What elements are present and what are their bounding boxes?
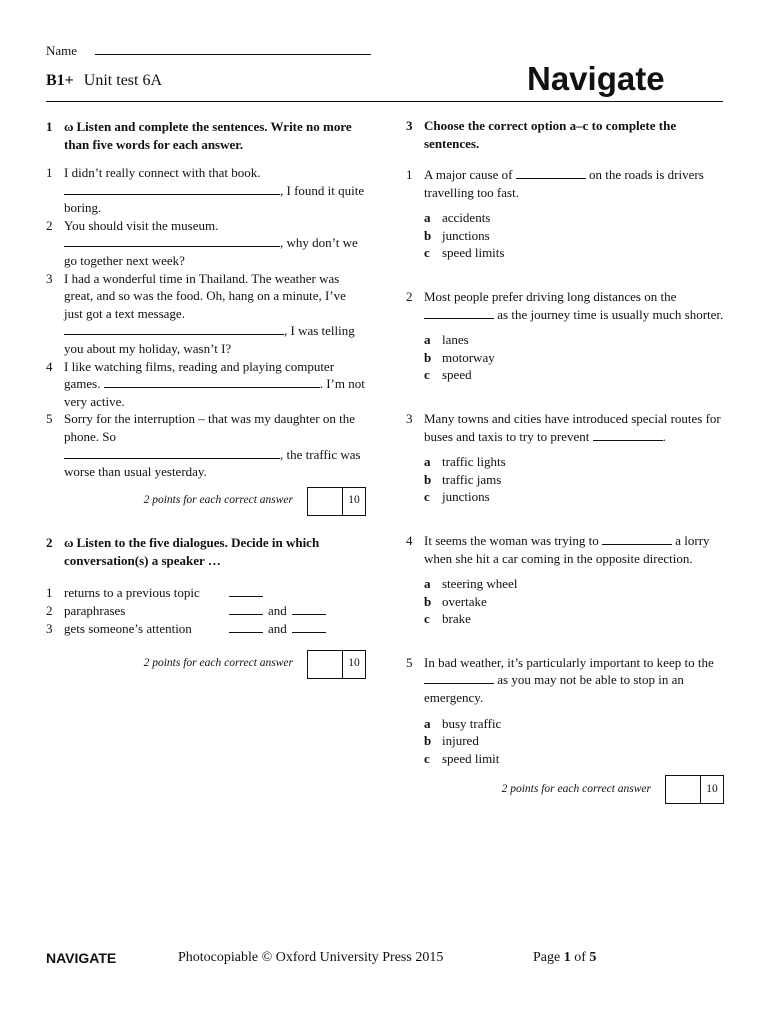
option[interactable]: c speed limit (424, 750, 500, 766)
section-instruction: Listen to the five dialogues. Decide in which conversation(s) a speaker … (64, 534, 320, 568)
section-1-heading (46, 118, 366, 154)
question: 3 Many towns and cities have introduced special routes for buses and taxis to try to prevent . a traffic lights b traffic jams c junctions (406, 410, 724, 506)
name-row (46, 42, 371, 59)
option[interactable]: b overtake (424, 593, 487, 609)
section-instruction: Listen and complete the sentences. Write no more than five words for each answer. (64, 119, 352, 152)
left-column (46, 118, 366, 679)
section-3-heading (406, 117, 724, 153)
list-item: 3 I had a wonderful time in Thailand. The weather was great, and so was the food. Oh, hang on a minute, I’ve just got a text message. , I was telling you about my holiday, wasn’t I? (46, 270, 355, 356)
option[interactable]: b injured (424, 733, 479, 749)
answer-blank[interactable] (292, 620, 326, 633)
option[interactable]: b junctions (424, 227, 490, 243)
score-max: 10 (701, 775, 724, 804)
list-item: 2 You should visit the museum. , why don’t we go together next week? (46, 217, 358, 268)
score-max: 10 (343, 650, 366, 679)
answer-blank[interactable] (104, 375, 320, 388)
section-number: 3 (406, 118, 413, 133)
option[interactable]: c brake (424, 611, 471, 627)
name-label: Name (46, 43, 78, 58)
answer-blank[interactable] (424, 306, 494, 319)
option[interactable]: b traffic jams (424, 471, 502, 487)
navigate-logo: Navigate (527, 60, 665, 97)
score-text: 2 points for each correct answer (143, 494, 293, 507)
header-rule (46, 101, 723, 102)
list-item: 4 I like watching films, reading and playing computer games. . I’m not very active. (46, 358, 365, 409)
list-item: 3 gets someone’s attention and (46, 620, 366, 638)
list-item: 5 Sorry for the interruption – that was my daughter on the phone. So , the traffic was worse than usual yesterday. (46, 411, 361, 480)
score-row (406, 775, 724, 804)
section-number: 2 (46, 534, 53, 550)
audio-icon: ω (64, 119, 74, 134)
footer-copyright: Photocopiable © Oxford University Press 2015 (178, 950, 444, 965)
section-instruction: Choose the correct option a–c to complete the sentences. (424, 118, 677, 151)
right-column (406, 117, 724, 804)
option[interactable]: a busy traffic (424, 715, 502, 731)
score-max: 10 (343, 487, 366, 516)
question: 4 It seems the woman was trying to a lorry when she hit a car coming in the opposite direction. a steering wheel b overtake c brake (406, 532, 724, 628)
option[interactable]: a accidents (424, 210, 491, 226)
option[interactable]: c junctions (424, 489, 490, 505)
page-number: Page 1 of 5 (533, 950, 597, 965)
test-heading (46, 72, 162, 90)
option[interactable]: c speed limits (424, 245, 505, 261)
answer-blank[interactable] (424, 671, 494, 684)
answer-blank[interactable] (64, 322, 284, 335)
score-box[interactable] (307, 650, 343, 679)
question: 1 A major cause of on the roads is drivers travelling too fast. a accidents b junctions c speed limits (406, 166, 724, 262)
audio-icon: ω (64, 534, 74, 550)
answer-blank[interactable] (64, 446, 280, 459)
section-number: 1 (46, 119, 53, 134)
option[interactable]: b motorway (424, 349, 495, 365)
list-item: 1 returns to a previous topic (46, 584, 366, 602)
question: 5 In bad weather, it’s particularly important to keep to the as you may not be able to stop in an emergency. a busy traffic b injured c speed limit (406, 654, 724, 768)
answer-blank[interactable] (292, 602, 326, 615)
list-item: 2 paraphrases and (46, 602, 366, 620)
section-2-heading (46, 534, 366, 570)
score-box[interactable] (665, 775, 701, 804)
test-title: Unit test 6A (83, 72, 163, 89)
score-row (46, 487, 366, 516)
option[interactable]: a lanes (424, 332, 469, 348)
answer-blank[interactable] (593, 428, 663, 441)
option[interactable]: a steering wheel (424, 576, 518, 592)
answer-blank[interactable] (229, 620, 263, 633)
answer-blank[interactable] (516, 166, 586, 179)
answer-blank[interactable] (229, 584, 263, 597)
score-row (46, 650, 366, 679)
option[interactable]: a traffic lights (424, 454, 506, 470)
answer-blank[interactable] (64, 234, 280, 247)
name-blank[interactable] (95, 42, 371, 55)
score-box[interactable] (307, 487, 343, 516)
score-text: 2 points for each correct answer (501, 783, 651, 796)
answer-blank[interactable] (64, 182, 280, 195)
question: 2 Most people prefer driving long distances on the as the journey time is usually much shorter. a lanes b motorway c speed (406, 288, 724, 383)
score-text: 2 points for each correct answer (143, 657, 293, 670)
answer-blank[interactable] (602, 532, 672, 545)
footer-brand: NAVIGATE (46, 950, 117, 966)
list-item: 1 I didn’t really connect with that book. , I found it quite boring. (46, 165, 365, 216)
level-label: B1+ (46, 72, 74, 89)
answer-blank[interactable] (229, 602, 263, 615)
option[interactable]: c speed (424, 367, 472, 383)
